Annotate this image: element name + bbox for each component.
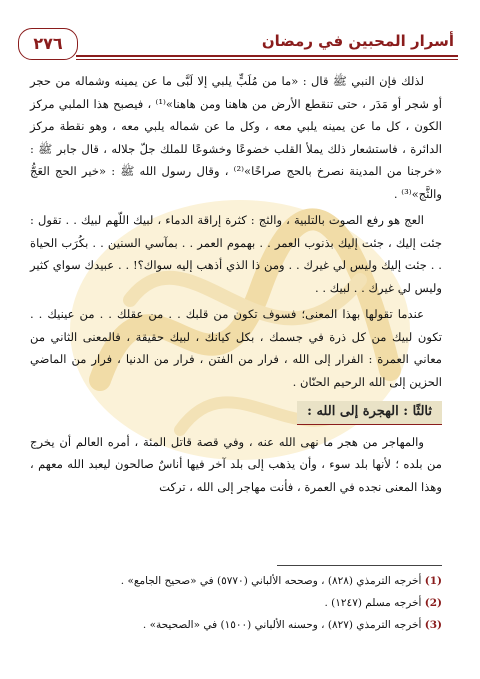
paragraph: العج هو رفع الصوت بالتلبية ، والثج : كثرة إراقة الدماء ، لبيك اللّهم لبيك . . تقول : جئت إليك ، جئت إليك بذنوب العمر . . بهموم العمر . . بمآسي السنين . . بكُرَب الحياة . . جئت إليك وليس لي غيرك . . ومن ذا الذي أذهب إليه سواك؟! . . عبيدك سواي كثير وليس لي غيرك . . لبيك . . <box>30 213 442 295</box>
page-number: ٢٧٦ <box>18 28 78 60</box>
footnote-text: أخرجه الترمذي (٨٢٧) ، وحسنه الألباني (١٥٠٠) في «الصحيحة» . <box>142 619 422 631</box>
footnote-number: (2) <box>424 597 442 609</box>
book-title: أسرار المحبين في رمضان <box>261 32 454 50</box>
footnote <box>30 592 442 614</box>
footnote-number: (3) <box>424 619 442 631</box>
footnote-text: أخرجه الترمذي (٨٢٨) ، وصححه الألباني (٥٧٧٠) في «صحيح الجامع» . <box>120 575 422 587</box>
paragraph: لذلك فإن النبي ﷺ قال : «ما من مُلَبٍّ يلبي إلا لَبَّى ما عن يمينه وشماله من حجر أو شجر أو مَدَر ، حتى تنقطع الأرض من هاهنا ومن هاهنا»⁽¹⁾ ، فيصبح هذا الملبي مركز الكون ، كل ما عن يمينه يلبي معه ، وكل ما عن شماله يلبي معه ، وهو نقطة مركز الدائرة ، فاستشعار ذلك يملأ القلب خضوعًا وخشوعًا للملك جلّ جلاله ، قال جابر ﷺ : «خرجنا من المدينة نصرخ بالحج صراخًا»⁽²⁾ ، وقال رسول الله ﷺ : «خير الحج العَجُّ والثَّج»⁽³⁾ . <box>30 74 442 201</box>
footnote-number: (1) <box>424 575 442 587</box>
footnote <box>30 614 442 636</box>
footnote-rule <box>277 565 442 566</box>
header-rule-thin <box>76 59 458 60</box>
page-header <box>18 28 458 62</box>
paragraph: والمهاجر من هجر ما نهى الله عنه ، وفي قصة قاتل المئة ، أمره العالم أن يخرج من بلده ؛ لأنها بلد سوء ، وأن يذهب إلى بلد آخر فيها أناسٌ صالحون ليعبد الله معهم ، وهذا المعنى نجده في العمرة ، فأنت مهاجر إلى الله ، تركت <box>30 434 442 494</box>
footnotes <box>30 570 442 636</box>
footnote <box>30 570 442 592</box>
footnote-text: أخرجه مسلم (١٢٤٧) . <box>324 597 422 609</box>
paragraph: عندما تقولها بهذا المعنى؛ فسوف تكون من قلبك . . من عقلك . . من عينيك . . تكون لبيك من كل ذرة في جسمك ، بكل كيانك ، لبيك حقيقة ، فالمعنى الثاني من معاني العمرة : الفرار إلى الله ، فرار من الفتن ، فرار من الدنيا ، فرار من الماضي الحزين إلى الله الرحيم الحنّان . <box>30 307 442 389</box>
header-rule <box>76 55 458 57</box>
main-text <box>30 70 442 502</box>
section-heading: ثالثًا : الهجرة إلى الله : <box>297 401 442 425</box>
